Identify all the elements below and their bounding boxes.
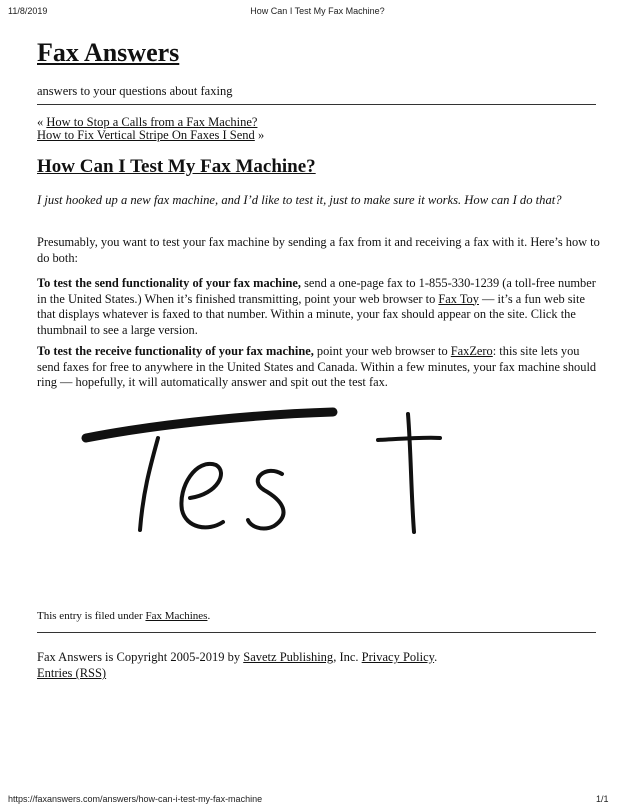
- faxzero-link[interactable]: FaxZero: [450, 344, 493, 358]
- site-title[interactable]: Fax Answers: [37, 38, 180, 67]
- send-paragraph: [37, 276, 602, 338]
- send-heading: To test the send functionality of your fax machine,: [37, 276, 301, 290]
- rss-link[interactable]: Entries (RSS): [37, 666, 107, 680]
- print-header-title: How Can I Test My Fax Machine?: [250, 6, 385, 16]
- send-text-1: send a one-page fax to 1-855-330-1239 (a toll-free number in the United States.) When it’s finished transmitting, point your web browser to: [37, 276, 596, 306]
- fax-toy-link[interactable]: Fax Toy: [438, 291, 479, 306]
- next-arrow: »: [257, 128, 265, 142]
- copyright-prefix: Fax Answers is Copyright 2005-2019 by: [37, 650, 244, 664]
- footer-copyright: [37, 649, 437, 665]
- footer-divider: [37, 632, 596, 633]
- prev-arrow: «: [37, 115, 44, 129]
- category-link[interactable]: Fax Machines: [145, 610, 208, 622]
- publisher-link[interactable]: Savetz Publishing: [243, 650, 334, 664]
- filed-suffix: .: [207, 610, 211, 622]
- send-text-2: — it’s a fun web site that displays whatever is faxed to that number. Within a minute, your fax should appear on the site. Click the thumbnail to see a large version.: [37, 291, 585, 337]
- filed-prefix: This entry is filed under: [37, 610, 146, 622]
- receive-paragraph: [37, 344, 602, 391]
- nav-next: [37, 128, 264, 142]
- filed-under: [37, 610, 210, 622]
- privacy-policy-link[interactable]: Privacy Policy: [361, 650, 435, 664]
- site-tagline: answers to your questions about faxing: [37, 84, 233, 98]
- receive-text-2: : this site lets you send faxes for free to anywhere in the United States and Canada. Within a few minutes, your fax machine should ring — hopefully, it will automatically answer and spit out the test fax.: [37, 344, 597, 389]
- print-url: https://faxanswers.com/answers/how-can-i-test-my-fax-machine: [8, 794, 263, 804]
- post-intro: Presumably, you want to test your fax machine by sending a fax from it and receiving a fax with it. Here’s how to do both:: [37, 235, 600, 265]
- next-post-link[interactable]: How to Fix Vertical Stripe On Faxes I Send: [37, 128, 255, 142]
- header-divider: [37, 104, 596, 105]
- receive-heading: To test the receive functionality of your fax machine,: [37, 344, 314, 358]
- post-question: I just hooked up a new fax machine, and I’d like to test it, just to make sure it works. How can I do that?: [37, 193, 562, 207]
- post-title[interactable]: How Can I Test My Fax Machine?: [37, 156, 316, 177]
- print-page-number: 1/1: [596, 794, 609, 804]
- receive-text-1: point your web browser to: [313, 344, 451, 358]
- copyright-suffix: .: [434, 650, 438, 664]
- copyright-mid: , Inc.: [333, 650, 362, 664]
- test-handwriting-image: [78, 402, 458, 552]
- footer-rss: [37, 665, 106, 681]
- prev-post-link[interactable]: How to Stop a Calls from a Fax Machine?: [46, 115, 258, 129]
- nav-prev: [37, 115, 257, 129]
- print-date: 11/8/2019: [8, 6, 48, 16]
